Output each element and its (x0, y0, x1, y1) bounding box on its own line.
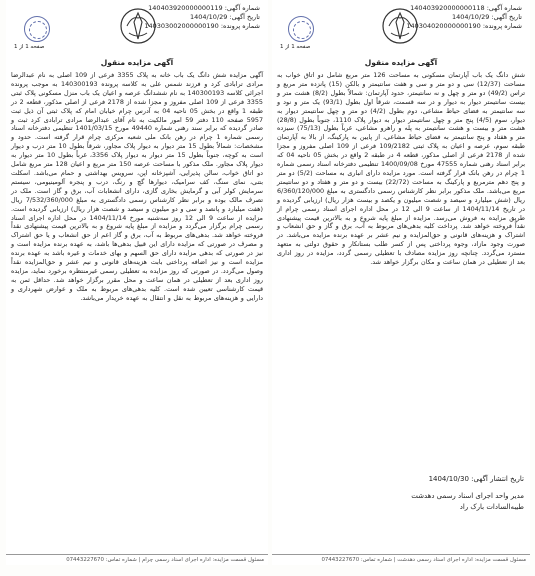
label-date: تاریخ آگهی: (491, 13, 522, 21)
publish-date-label: تاریخ انتشار آگهی: (471, 475, 524, 483)
official-seal-icon (288, 16, 314, 42)
label-number: شماره آگهی: (486, 4, 522, 12)
label-date: تاریخ آگهی: (229, 13, 260, 21)
label-file: شماره پرونده: (482, 22, 522, 30)
notice-date: 1404/10/29 (189, 13, 228, 21)
file-number: 140304020000000190 (406, 22, 481, 30)
page-marker: صفحه 1 از 1 (280, 44, 311, 50)
notice-meta (144, 4, 260, 31)
notice-title: آگهی مزایده منقول (364, 58, 438, 67)
notice-body: آگهی مزایده شش دانگ یک باب خانه به پلاک 3355 فرعی از 109 اصلی به نام عبدالرضا مرادی ترابادی کرد و فرزند شمس علی به کلاسه پرونده 140300193 به موجب پرونده اجرائی کلاسه 140300193 به نام ششدانگ عرصه و اعیان یک باب منزل مسکونی پلاک ثبتی 3355 فرعی از 109 اصلی مفروز و مجزا شده از 2178 فرعی از اصلی مذکور، قطعه 2 در طبقه 1 واقع در بخش 05 ناحیه 04 به آدرس چرام خیابان امام که پلاک ثبتی آن ذیل ثبت 5957 صفحه 110 دفتر 59 امور مالکیت به نام آقای عبدالرضا مرادی ترابادی کرد ثبت و صادر گردیده که برابر سند رهنی شماره 49440 مورخ 1401/03/15 تنظیمی دفترخانه اسناد رسمی شماره 1 چرام در رهن بانک ملی شعبه مرکزی چرام قرار گرفته است. حدود و مشخصات: شمالاً بطول 15 متر دیوار به دیوار پلاک مجاور، شرقاً بطول 10 متر درب و دیوار است به کوچه، جنوباً بطول 15 متر دیوار به دیوار پلاک 3356، غرباً بطول 10 متر دیوار به دیوار پلاک مجاور. ملک مذکور با مساحت عرصه 150 متر مربع و اعیان 128 متر مربع شامل دو اتاق خواب، سالن پذیرایی، آشپزخانه اپن، سرویس بهداشتی و حمام می‌باشد. اسکلت بتنی، نمای سنگ، کف سرامیک، دیوارها گچ و رنگ، درب و پنجره آلومینیومی، سیستم سرمایش کولر آبی و گرمایش بخاری گازی، دارای انشعابات آب، برق و گاز است. ملک در تصرف مالک بوده و برابر نظر کارشناس رسمی دادگستری به مبلغ 7/532/360/000 ریال (هفت میلیارد و پانصد و سی و دو میلیون و سیصد و شصت هزار ریال) ارزیابی گردیده است. مزایده از ساعت 9 الی 12 روز سه‌شنبه مورخ 1404/11/14 در محل اداره اجرای اسناد رسمی چرام برگزار می‌گردد و مزایده از مبلغ پایه شروع و به بالاترین قیمت پیشنهادی نقداً فروخته خواهد شد. بدهی‌های مربوط به آب، برق و گاز اعم از حق انشعاب و یا حق اشتراک و مصرف در صورتی که مزایده دارای این قبیل بدهی‌ها باشد، به عهده برنده مزایده است و نیز در صورتی که بدهی مزایده دارای حق السهم و بهای خدمات و غیره باشد به عهده برنده مزایده است و نیز اضافه پرداختی بابت هزینه‌های قانونی و نیم عشر و حق‌المزایده نقداً وصول می‌گردد. در صورتی که روز مزایده به تعطیلی رسمی غیرمنتظره برخورد نماید، مزایده روز اداری بعد از تعطیلی در همان ساعت و محل مقرر برگزار خواهد شد. حداقل ثمن به قیمت کارشناسی تعیین شده است. کلیه بدهی‌های مربوط به ملک و عوارض شهرداری و دارایی و هزینه‌های مربوط به نقل و انتقال به عهده خریدار می‌باشد. (11, 71, 264, 302)
page-marker: صفحه 1 از 1 (14, 44, 45, 50)
label-number: شماره آگهی: (224, 4, 260, 12)
official-seal-icon (24, 16, 50, 42)
notice-body: شش دانگ یک باب آپارتمان مسکونی به مساحت 126 متر مربع شامل دو اتاق خواب به مساحت (12/37) سی و دو متر و سی و هفت سانتیمتر و بالکن (15) پانزده متر مربع و تراس (49/2) دو متر و چهل و نه سانتیمتر، حدود آپارتمان: شمالاً بطول (8/2) هشت متر و بیست سانتیمتر دیوار به دیوار و در سه قسمت، شرقاً اول بطول (93/1) یک متر و نود و سه سانتیمتر به فضای حیاط مشاعی، دوم بطول (4/2) دو متر و چهل سانتیمتر دیوار به دیوار، سوم (4/5) پنج متر و چهل سانتیمتر دیوار به دیوار پلاک 1110، جنوباً بطول (28/8) هشت متر و بیست و هشت سانتیمتر به پله و راهرو مشاعی، غرباً بطول (75/13) سیزده متر و هفتاد و پنج سانتیمتر به فضای حیاط مشاعی، از پایین به پارکینگ، از بالا به آپارتمان طبقه سوم، عرصه و اعیان به پلاک ثبتی 109/2182 فرعی از 109 اصلی مفروز و مجزا شده از 2178 فرعی از اصلی مذکور، قطعه 4 در طبقه 2 واقع در بخش 05 ناحیه 04 که برابر اسناد رهنی شماره 47555 مورخ 1400/09/08 تنظیمی دفترخانه اسناد رسمی شماره 1 چرام در رهن بانک قرار گرفته است. مورد مزایده دارای انباری به مساحت (5/2) دو متر و پنج دهم مترمربع و پارکینگ به مساحت (22/72) بیست و دو متر و هفتاد و دو سانتیمتر مربع می‌باشد. ملک مذکور برابر نظر کارشناس رسمی دادگستری به مبلغ 6/360/120/000 ریال (شش میلیارد و سیصد و شصت میلیون و یکصد و بیست هزار ریال) ارزیابی گردیده و در تاریخ 1404/11/14 از ساعت 9 الی 12 در محل اداره اجرای اسناد رسمی چرام از طریق مزایده به فروش می‌رسد. مزایده از مبلغ پایه شروع و به بالاترین قیمت پیشنهادی نقداً فروخته خواهد شد. پرداخت کلیه بدهی‌های مربوط به آب، برق و گاز و حق انشعاب و اشتراک و هزینه‌های قانونی و حق‌المزایده و نیم عشر بر عهده برنده مزایده می‌باشد. در صورت وجود مازاد، وجوه پرداختی پس از کسر طلب بستانکار و حقوق دولتی به متعهد مسترد می‌گردد. چنانچه روز مزایده مصادف با تعطیلی رسمی گردد، مزایده در روز اداری بعد از تعطیلی در همان ساعت و مکان برگزار خواهد شد. (277, 71, 526, 267)
signature-block (272, 474, 530, 513)
notice-footer: مسئول قسمت مزایده: اداره اجرای اسناد رسمی چرام | شماره تماس: 07443227670 (6, 554, 268, 563)
notice-number: 140403920000000119 (148, 4, 223, 12)
notice-header (6, 0, 268, 56)
notice-date: 1404/10/29 (451, 13, 490, 21)
notice-header (272, 0, 530, 56)
signature-name: طیبه‌السادات بارک راد (459, 503, 524, 511)
notice-number: 140403920000000118 (410, 4, 485, 12)
label-file: شماره پرونده: (220, 22, 260, 30)
notice-footer: مسئول قسمت مزایده: اداره اجرای اسناد رسمی دهدشت | شماره تماس: 07443227670 (272, 554, 530, 563)
notice-title: آگهی مزایده منقول (100, 58, 174, 67)
auction-notice-right (272, 0, 530, 565)
notice-meta (406, 4, 522, 31)
file-number: 140303002000000190 (144, 22, 219, 30)
publish-date: 1404/10/30 (428, 475, 469, 483)
signature-title: مدیر واحد اجرای اسناد رسمی دهدشت (411, 492, 524, 500)
auction-notice-left (6, 0, 268, 565)
